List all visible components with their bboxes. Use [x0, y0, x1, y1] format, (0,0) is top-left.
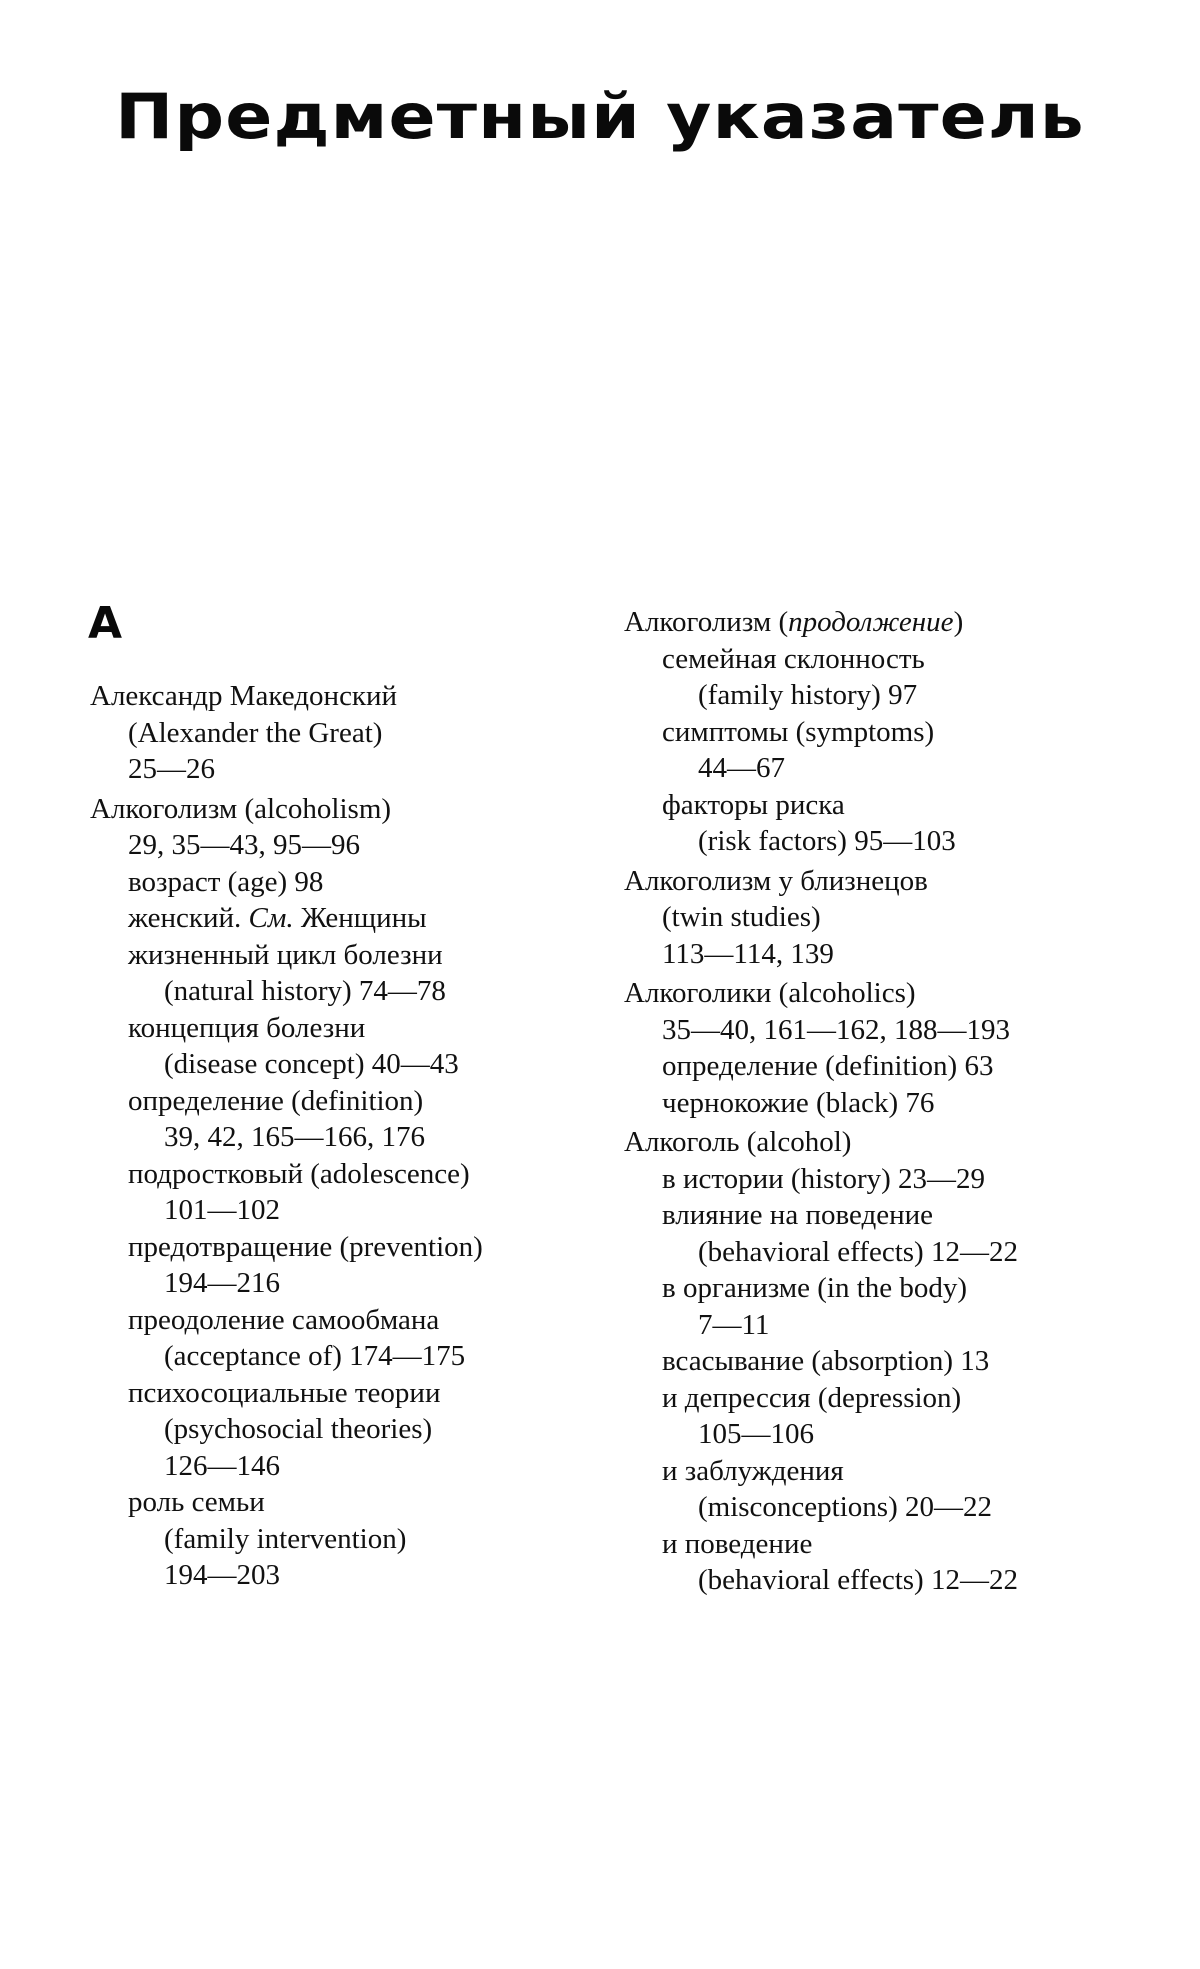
subentry-continuation: 194—203 — [164, 1559, 280, 1591]
see-reference-marker: См. — [248, 902, 294, 934]
subentry: определение (definition) — [128, 1084, 424, 1117]
index-column-right — [624, 604, 1124, 1602]
entry-heading: Алкоголизм (alcoholism) — [90, 792, 392, 825]
subentry-continuation: (family intervention) — [164, 1522, 407, 1555]
section-letter: А — [88, 598, 123, 649]
subentry: психосоциальные теории — [128, 1376, 441, 1409]
index-entry — [624, 975, 1124, 1121]
subentry-continuation: 105—106 — [698, 1418, 814, 1450]
subentry-continuation: 39, 42, 165—166, 176 — [164, 1121, 425, 1153]
entry-heading: Алкоголики (alcoholics) — [624, 977, 916, 1009]
subentry-continuation: (natural history) 74—78 — [164, 975, 446, 1007]
continuation-marker: продолжение — [788, 606, 954, 638]
subentry-continuation: (disease concept) 40—43 — [164, 1048, 459, 1080]
subentry: чернокожие (black) 76 — [662, 1086, 935, 1119]
subentry-continuation: (family history) 97 — [698, 679, 918, 711]
subentry: подростковый (adolescence) — [128, 1157, 470, 1190]
subentry-continuation: 126—146 — [164, 1449, 280, 1482]
subentry: предотвращение (prevention) — [128, 1230, 483, 1263]
entry-translation: (Alexander the Great) — [128, 716, 383, 749]
entry-pages: 113—114, 139 — [662, 937, 834, 970]
subentry: симптомы (symptoms) — [662, 715, 935, 748]
subentry-continuation: (psychosocial theories) — [164, 1413, 433, 1445]
entry-heading: Алкоголь (alcohol) — [624, 1126, 852, 1158]
subentry: семейная склонность — [662, 642, 925, 675]
subentry-continuation: 194—216 — [164, 1267, 280, 1299]
subentry: и депрессия (depression) — [662, 1381, 962, 1414]
subentry: определение (definition) 63 — [662, 1050, 994, 1082]
subentry: и поведение — [662, 1527, 813, 1560]
entry-heading-continued — [624, 604, 1124, 641]
subentry-continuation: 101—102 — [164, 1194, 280, 1226]
entry-pages: 29, 35—43, 95—96 — [128, 829, 360, 861]
entry-pages: 25—26 — [128, 753, 215, 785]
subentry-continuation: (acceptance of) 174—175 — [164, 1340, 466, 1372]
index-entry — [624, 604, 1124, 860]
index-entry — [90, 678, 590, 788]
subentry: в организме (in the body) — [662, 1272, 968, 1304]
index-entry — [624, 1124, 1124, 1599]
index-entry — [90, 791, 590, 1594]
index-column-left — [90, 678, 590, 1597]
subentry-cross-reference — [90, 900, 590, 937]
entry-pages: 35—40, 161—162, 188—193 — [662, 1013, 1010, 1046]
index-entry — [624, 863, 1124, 973]
subentry: влияние на поведение — [662, 1199, 934, 1231]
subentry: всасывание (absorption) 13 — [662, 1345, 990, 1377]
subentry-continuation: 44—67 — [698, 752, 785, 784]
subentry-term: женский. — [128, 902, 242, 934]
subentry-continuation: 7—11 — [698, 1308, 770, 1341]
subentry: факторы риска — [662, 788, 845, 821]
subentry: роль семьи — [128, 1486, 265, 1518]
subentry-continuation: (misconceptions) 20—22 — [698, 1491, 992, 1523]
subentry-continuation: (behavioral effects) 12—22 — [698, 1235, 1018, 1268]
subentry-continuation: (behavioral effects) 12—22 — [698, 1564, 1018, 1596]
subentry: и заблуждения — [662, 1454, 844, 1487]
entry-heading-term: Алкоголизм ( — [624, 606, 789, 638]
see-reference-target: Женщины — [300, 902, 427, 934]
subentry: жизненный цикл болезни — [128, 938, 443, 971]
entry-translation: (twin studies) — [662, 901, 821, 933]
entry-heading-close: ) — [953, 606, 964, 638]
subentry: концепция болезни — [128, 1011, 366, 1044]
subentry: возраст (age) 98 — [128, 865, 324, 898]
subentry: в истории (history) 23—29 — [662, 1162, 986, 1195]
entry-heading: Александр Македонский — [90, 680, 398, 712]
page-title: Предметный указатель — [115, 80, 1085, 153]
subentry-continuation: (risk factors) 95—103 — [698, 825, 956, 857]
entry-heading: Алкоголизм у близнецов — [624, 864, 928, 897]
subentry: преодоление самообмана — [128, 1303, 440, 1336]
